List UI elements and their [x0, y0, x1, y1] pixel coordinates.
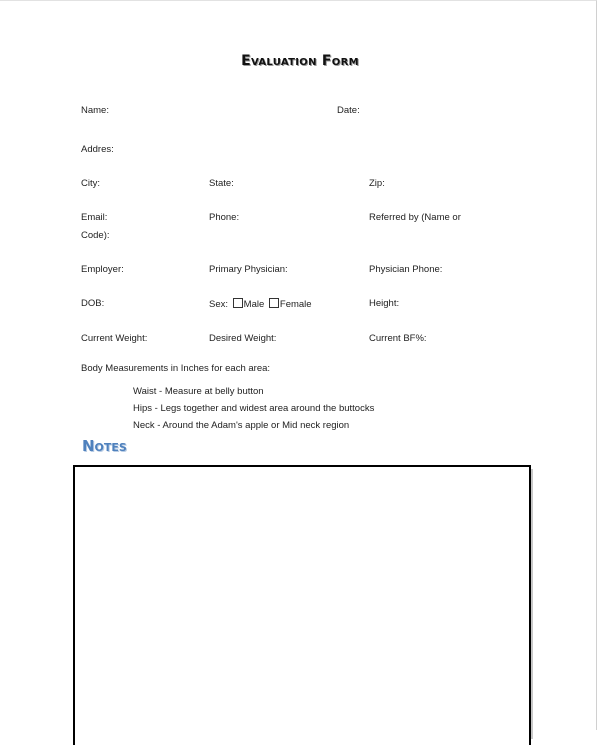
height-label: Height: — [369, 298, 400, 309]
measurements-intro: Body Measurements in Inches for each area: — [81, 363, 271, 374]
email-label: Email: — [81, 212, 108, 223]
city-label: City: — [81, 178, 100, 189]
state-label: State: — [209, 178, 234, 189]
current-bf-label: Current BF%: — [369, 333, 427, 344]
notes-heading: Notes — [82, 437, 127, 455]
name-label: Name: — [81, 105, 109, 116]
male-checkbox[interactable] — [233, 298, 243, 308]
dob-label: DOB: — [81, 298, 105, 309]
physician-phone-label: Physician Phone: — [369, 264, 443, 275]
measurement-item-waist: Waist - Measure at belly button — [133, 386, 264, 397]
address-label: Addres: — [81, 144, 114, 155]
current-weight-label: Current Weight: — [81, 333, 148, 344]
notes-box[interactable] — [73, 465, 531, 745]
sex-field — [209, 298, 312, 311]
measurement-item-hips: Hips - Legs together and widest area around the buttocks — [133, 403, 375, 414]
desired-weight-label: Desired Weight: — [209, 333, 277, 344]
male-label: Male — [243, 299, 265, 310]
employer-label: Employer: — [81, 264, 124, 275]
date-label: Date: — [337, 105, 360, 116]
measurement-item-neck: Neck - Around the Adam's apple or Mid neck region — [133, 420, 350, 431]
phone-label: Phone: — [209, 212, 240, 223]
zip-label: Zip: — [369, 178, 385, 189]
referral-code-label: Code): — [81, 230, 110, 241]
referred-by-label: Referred by (Name or — [369, 212, 461, 223]
female-checkbox[interactable] — [269, 298, 279, 308]
page-title: Evaluation Form — [241, 53, 359, 69]
sex-label: Sex: — [209, 299, 229, 310]
female-label: Female — [279, 299, 312, 310]
primary-physician-label: Primary Physician: — [209, 264, 288, 275]
